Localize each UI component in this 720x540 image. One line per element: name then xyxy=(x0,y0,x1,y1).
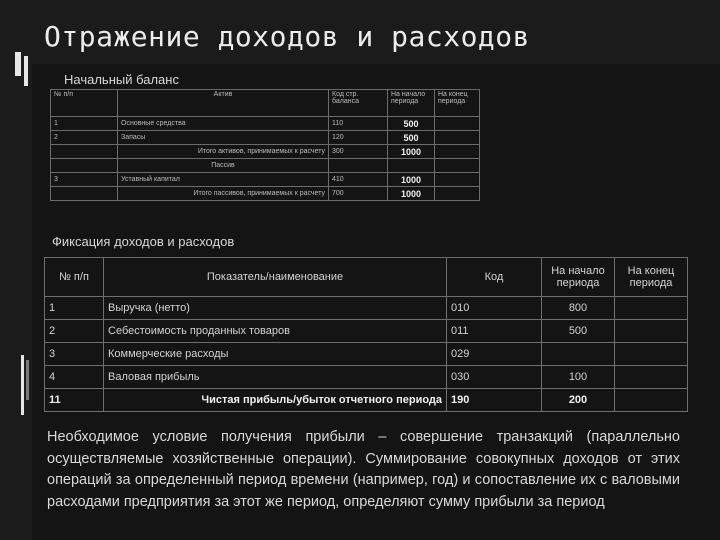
balance-table xyxy=(50,89,480,201)
income-row xyxy=(45,297,688,320)
income-header-cell: Показатель/наименование xyxy=(104,258,447,297)
income-cell xyxy=(615,320,688,343)
income-cell: 190 xyxy=(447,389,542,412)
balance-cell: Итого пассивов, принимаемых к расчету xyxy=(118,187,329,201)
income-cell: 029 xyxy=(447,343,542,366)
balance-cell xyxy=(51,145,118,159)
income-cell xyxy=(615,366,688,389)
income-cell: Чистая прибыль/убыток отчетного периода xyxy=(104,389,447,412)
income-cell: Себестоимость проданных товаров xyxy=(104,320,447,343)
slide-title: Отражение доходов и расходов xyxy=(44,20,531,53)
income-cell xyxy=(542,343,615,366)
income-cell: 1 xyxy=(45,297,104,320)
balance-cell xyxy=(435,117,480,131)
balance-cell: 1000 xyxy=(388,145,435,159)
income-cell: Валовая прибыль xyxy=(104,366,447,389)
balance-cell: 500 xyxy=(388,117,435,131)
balance-row xyxy=(51,117,480,131)
balance-cell xyxy=(51,187,118,201)
accent-bar-top-secondary xyxy=(24,56,28,86)
income-cell: 11 xyxy=(45,389,104,412)
balance-header-cell: На начало периода xyxy=(388,90,435,117)
balance-cell xyxy=(329,159,388,173)
balance-cell: Итого активов, принимаемых к расчету xyxy=(118,145,329,159)
balance-row xyxy=(51,131,480,145)
income-cell xyxy=(615,297,688,320)
balance-cell: 110 xyxy=(329,117,388,131)
balance-title: Начальный баланс xyxy=(64,72,179,87)
balance-cell: 120 xyxy=(329,131,388,145)
balance-cell: 410 xyxy=(329,173,388,187)
balance-cell: 2 xyxy=(51,131,118,145)
income-table xyxy=(44,257,688,412)
income-cell: 3 xyxy=(45,343,104,366)
balance-cell: 500 xyxy=(388,131,435,145)
income-header-cell: На начало периода xyxy=(542,258,615,297)
balance-header-row xyxy=(51,90,480,117)
income-cell: Выручка (нетто) xyxy=(104,297,447,320)
balance-cell: 1 xyxy=(51,117,118,131)
balance-row xyxy=(51,187,480,201)
income-header-cell: Код xyxy=(447,258,542,297)
balance-cell xyxy=(435,187,480,201)
balance-cell: 1000 xyxy=(388,187,435,201)
income-cell: 500 xyxy=(542,320,615,343)
income-cell: 030 xyxy=(447,366,542,389)
income-title: Фиксация доходов и расходов xyxy=(52,234,235,249)
balance-cell: 3 xyxy=(51,173,118,187)
income-total-row xyxy=(45,389,688,412)
balance-header-cell: № п/п xyxy=(51,90,118,117)
accent-bar-bottom xyxy=(21,355,24,415)
balance-cell: Пассив xyxy=(118,159,329,173)
balance-cell xyxy=(435,173,480,187)
income-cell: 2 xyxy=(45,320,104,343)
balance-cell: Уставный капитал xyxy=(118,173,329,187)
income-cell: 010 xyxy=(447,297,542,320)
balance-cell xyxy=(435,131,480,145)
income-row xyxy=(45,320,688,343)
balance-cell xyxy=(435,159,480,173)
balance-row xyxy=(51,173,480,187)
balance-header-cell: Актив xyxy=(118,90,329,117)
balance-header-cell: На конец периода xyxy=(435,90,480,117)
income-row xyxy=(45,366,688,389)
income-cell: 200 xyxy=(542,389,615,412)
balance-cell xyxy=(388,159,435,173)
balance-cell: Запасы xyxy=(118,131,329,145)
balance-cell: Основные средства xyxy=(118,117,329,131)
balance-row xyxy=(51,159,480,173)
balance-cell: 300 xyxy=(329,145,388,159)
balance-cell xyxy=(51,159,118,173)
slide-caption: Необходимое условие получения прибыли – совершение транзакций (параллельно осуществляемые хозяйственные операции). Суммирование совокупных доходов от этих операций за определенный период времени (например, год) и сопоставление их с валовыми расходами предприятия за этот же период, определяют сумму прибыли за период xyxy=(47,429,680,510)
income-cell: 800 xyxy=(542,297,615,320)
accent-bar-top xyxy=(15,52,21,76)
income-header-row xyxy=(45,258,688,297)
accent-bar-bottom-secondary xyxy=(26,360,29,400)
income-header-cell: На конец периода xyxy=(615,258,688,297)
balance-cell: 1000 xyxy=(388,173,435,187)
income-cell: 4 xyxy=(45,366,104,389)
income-cell xyxy=(615,389,688,412)
income-cell: 011 xyxy=(447,320,542,343)
balance-header-cell: Код стр. баланса xyxy=(329,90,388,117)
income-cell: Коммерческие расходы xyxy=(104,343,447,366)
balance-cell xyxy=(435,145,480,159)
balance-row xyxy=(51,145,480,159)
income-header-cell: № п/п xyxy=(45,258,104,297)
income-row xyxy=(45,343,688,366)
income-cell xyxy=(615,343,688,366)
balance-cell: 700 xyxy=(329,187,388,201)
income-cell: 100 xyxy=(542,366,615,389)
